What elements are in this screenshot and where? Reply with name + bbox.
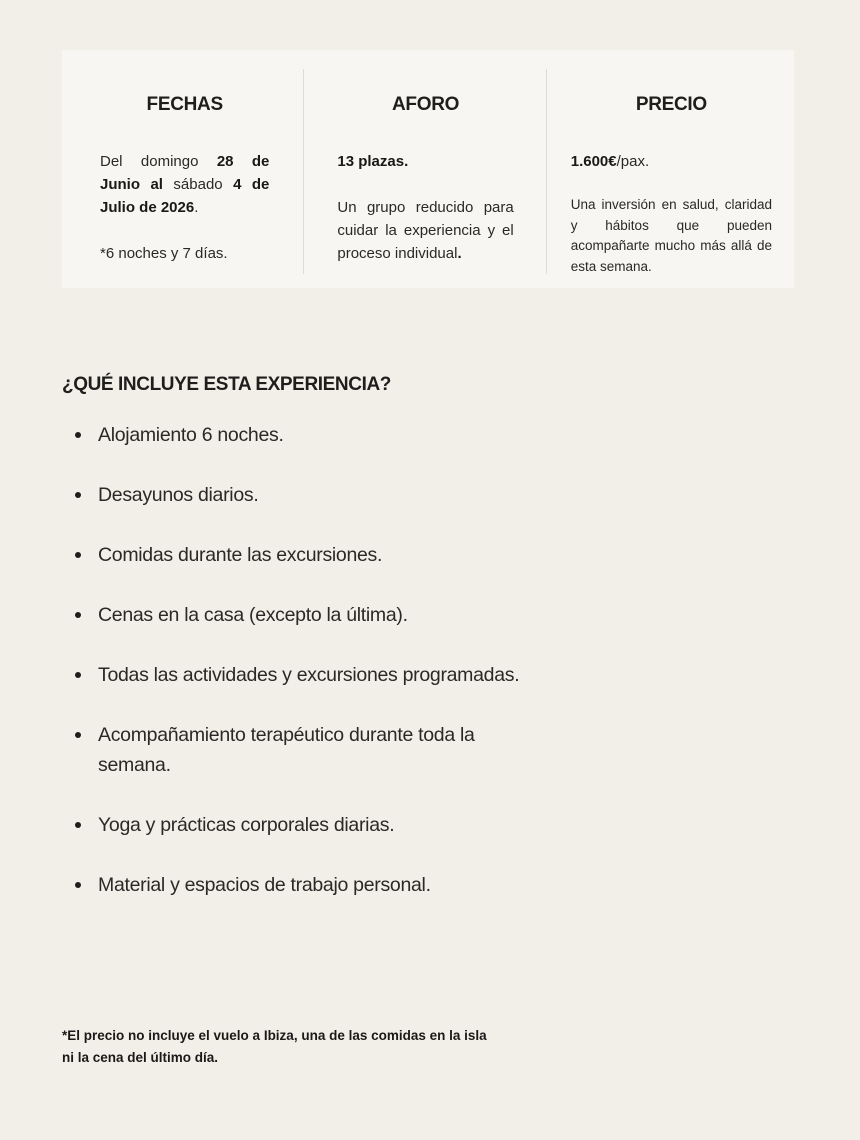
bullet-icon bbox=[75, 552, 81, 558]
aforo-plazas: 13 plazas. bbox=[337, 153, 409, 170]
list-item bbox=[62, 870, 542, 900]
fechas-text-2: sábado bbox=[162, 176, 234, 193]
price-footnote: *El precio no incluye el vuelo a Ibiza, una de las comidas en la isla ni la cena del último día. bbox=[62, 1028, 487, 1065]
fechas-start-date: 28 de Junio al bbox=[100, 153, 270, 193]
bullet-icon bbox=[75, 882, 81, 888]
fechas-dates bbox=[100, 150, 269, 219]
aforo-column bbox=[304, 50, 545, 288]
list-item-text: Yoga y prácticas corporales diarias. bbox=[98, 814, 395, 836]
precio-column bbox=[547, 50, 794, 288]
precio-unit: /pax. bbox=[616, 153, 650, 170]
fechas-note: *6 noches y 7 días. bbox=[100, 245, 228, 262]
includes-title: ¿QUÉ INCLUYE ESTA EXPERIENCIA? bbox=[62, 374, 391, 395]
bullet-icon bbox=[75, 822, 81, 828]
list-item-text: Cenas en la casa (excepto la última). bbox=[98, 604, 408, 626]
fechas-text-3: . bbox=[194, 199, 199, 216]
bullet-icon bbox=[75, 612, 81, 618]
aforo-description bbox=[337, 196, 513, 265]
list-item-text: Todas las actividades y excursiones programadas. bbox=[98, 664, 520, 686]
aforo-desc-end: . bbox=[457, 245, 462, 262]
list-item bbox=[62, 480, 542, 510]
list-item-text: Comidas durante las excursiones. bbox=[98, 544, 383, 566]
fechas-end-date: 4 de Julio de 2026 bbox=[100, 176, 270, 216]
bullet-icon bbox=[75, 672, 81, 678]
list-item bbox=[62, 720, 542, 780]
bullet-icon bbox=[75, 432, 81, 438]
precio-amount: 1.600€ bbox=[570, 153, 617, 170]
list-item bbox=[62, 420, 542, 450]
list-item bbox=[62, 810, 542, 840]
precio-title: PRECIO bbox=[635, 94, 707, 115]
includes-list bbox=[62, 420, 542, 930]
fechas-text-1: Del domingo bbox=[100, 153, 217, 170]
fechas-title: FECHAS bbox=[146, 94, 223, 115]
info-card bbox=[62, 50, 794, 288]
bullet-icon bbox=[75, 732, 81, 738]
list-item-text: Alojamiento 6 noches. bbox=[98, 424, 284, 446]
bullet-icon bbox=[75, 492, 81, 498]
list-item bbox=[62, 660, 542, 690]
precio-description: Una inversión en salud, claridad y hábitos que pueden acompañarte mucho más allá de esta semana. bbox=[570, 197, 772, 274]
aforo-desc-text: Un grupo reducido para cuidar la experiencia y el proceso individual bbox=[337, 199, 514, 262]
list-item-text: Material y espacios de trabajo personal. bbox=[98, 874, 431, 896]
aforo-title: AFORO bbox=[392, 94, 460, 115]
list-item-text: Desayunos diarios. bbox=[98, 484, 259, 506]
list-item bbox=[62, 600, 542, 630]
fechas-column bbox=[62, 50, 303, 288]
list-item bbox=[62, 540, 542, 570]
precio-amount-line bbox=[571, 150, 772, 173]
list-item-text: Acompañamiento terapéutico durante toda la semana. bbox=[98, 724, 475, 776]
